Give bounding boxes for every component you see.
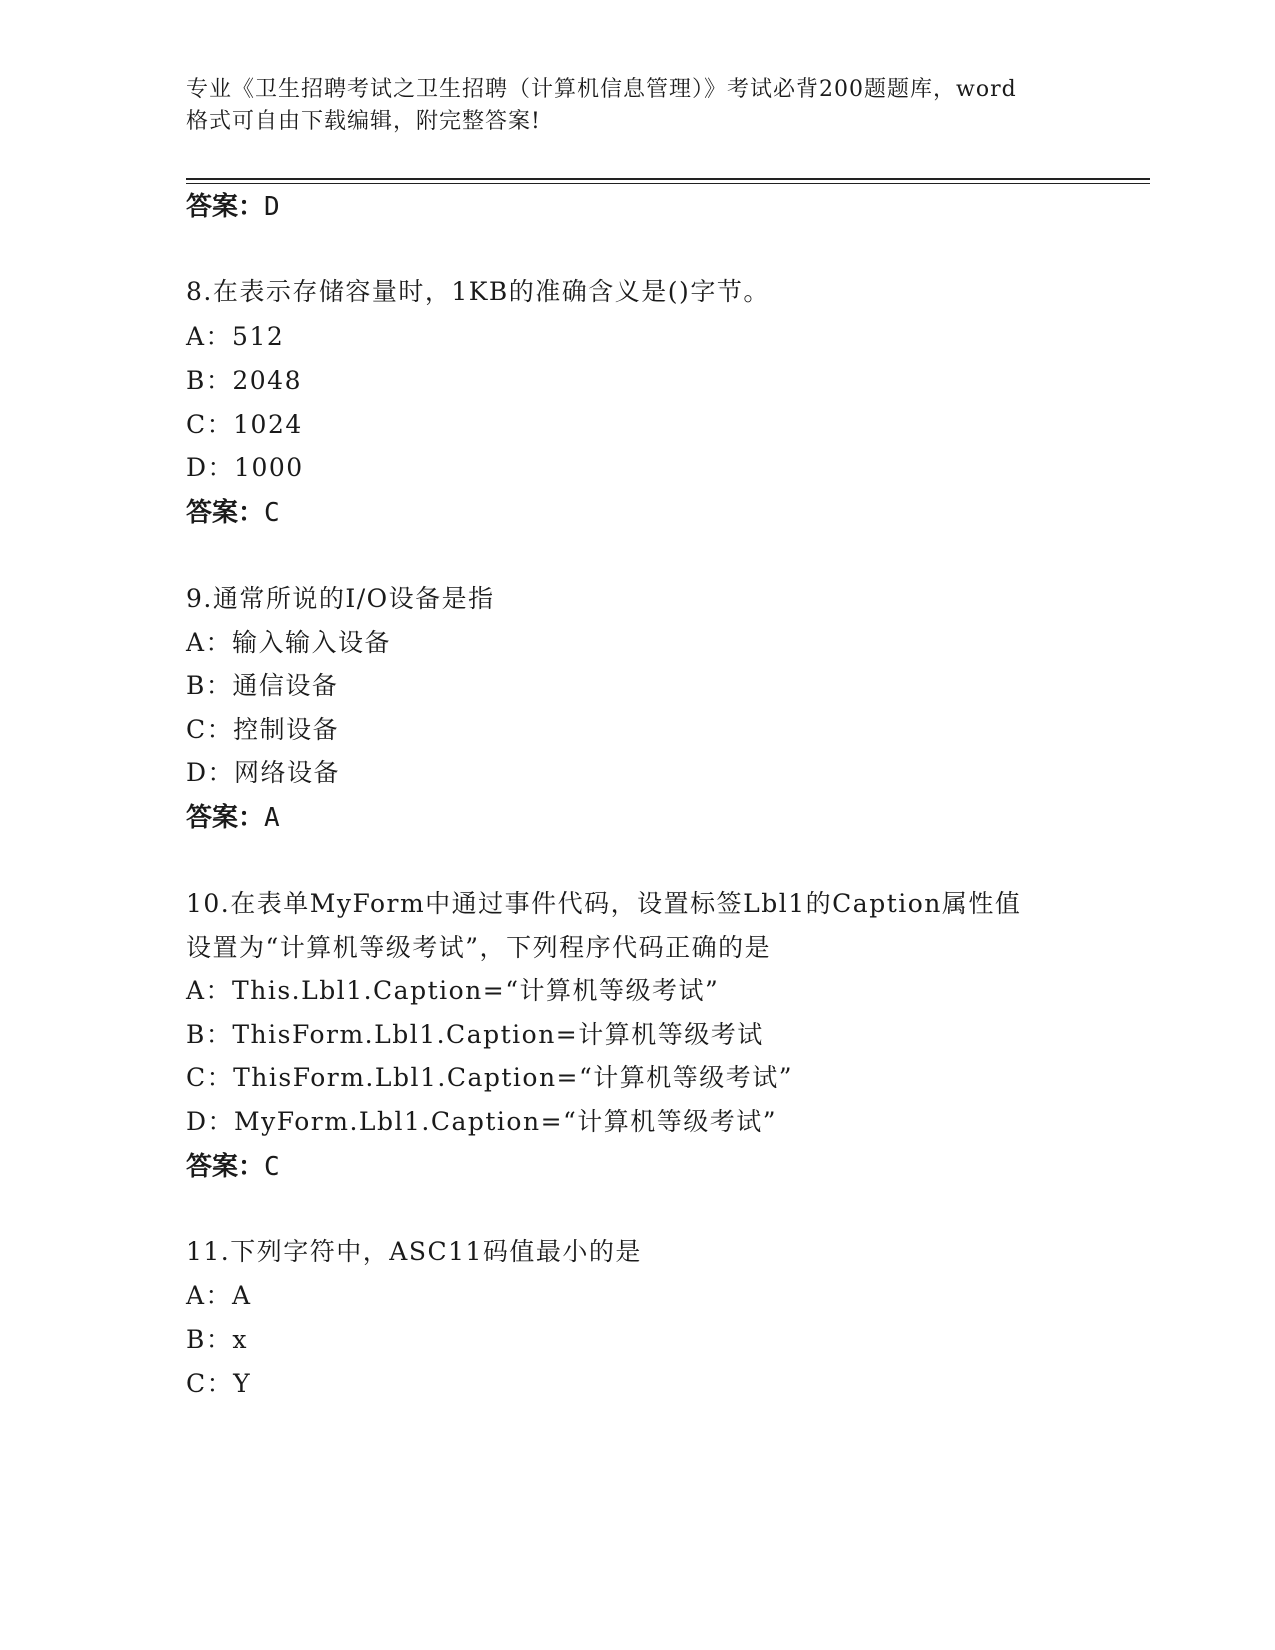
question-10-stem-line-2: 设置为“计算机等级考试”，下列程序代码正确的是 (186, 933, 772, 962)
answer-label: 答案： (186, 803, 265, 833)
question-11-option-b: B：x (186, 1325, 248, 1354)
question-10-stem-line-1: 10.在表单MyForm中通过事件代码，设置标签Lbl1的Caption属性值 (186, 889, 1022, 918)
question-8-stem: 8.在表示存储容量时，1KB的准确含义是()字节。 (186, 277, 770, 306)
question-8-answer (186, 492, 280, 529)
header-rule-thin (186, 183, 1150, 184)
document-header (186, 74, 1086, 138)
question-10-option-a: A：This.Lbl1.Caption=“计算机等级考试” (186, 976, 720, 1005)
header-rule-thick (186, 178, 1150, 180)
question-10-option-d: D：MyForm.Lbl1.Caption=“计算机等级考试” (186, 1107, 778, 1136)
question-8-option-d: D：1000 (186, 453, 304, 482)
question-9-stem: 9.通常所说的I/O设备是指 (186, 584, 495, 613)
header-line-1: 专业《卫生招聘考试之卫生招聘（计算机信息管理）》考试必背200题题库，word (186, 77, 1017, 102)
header-line-2: 格式可自由下载编辑，附完整答案! (186, 109, 541, 134)
answer-value: A (264, 803, 280, 833)
question-8-option-a: A：512 (186, 322, 285, 351)
answer-prev (186, 186, 280, 223)
question-11-option-a: A：A (186, 1281, 252, 1310)
question-11-option-c: C：Y (186, 1369, 252, 1398)
question-10-option-c: C：ThisForm.Lbl1.Caption=“计算机等级考试” (186, 1063, 794, 1092)
question-10-option-b: B：ThisForm.Lbl1.Caption=计算机等级考试 (186, 1020, 764, 1049)
question-9-answer (186, 797, 280, 834)
question-9-option-c: C：控制设备 (186, 715, 340, 744)
answer-value: D (264, 192, 280, 222)
answer-label: 答案： (186, 1152, 265, 1182)
question-9-option-b: B：通信设备 (186, 671, 339, 700)
question-10-answer (186, 1146, 280, 1183)
question-9-option-a: A：输入输入设备 (186, 628, 392, 657)
question-9-option-d: D：网络设备 (186, 758, 341, 787)
answer-value: C (264, 498, 280, 528)
question-11-stem: 11.下列字符中，ASC11码值最小的是 (186, 1237, 642, 1266)
answer-label: 答案： (186, 192, 265, 222)
question-8-option-b: B：2048 (186, 366, 302, 395)
answer-value: C (264, 1152, 280, 1182)
question-8-option-c: C：1024 (186, 410, 303, 439)
answer-label: 答案： (186, 498, 265, 528)
